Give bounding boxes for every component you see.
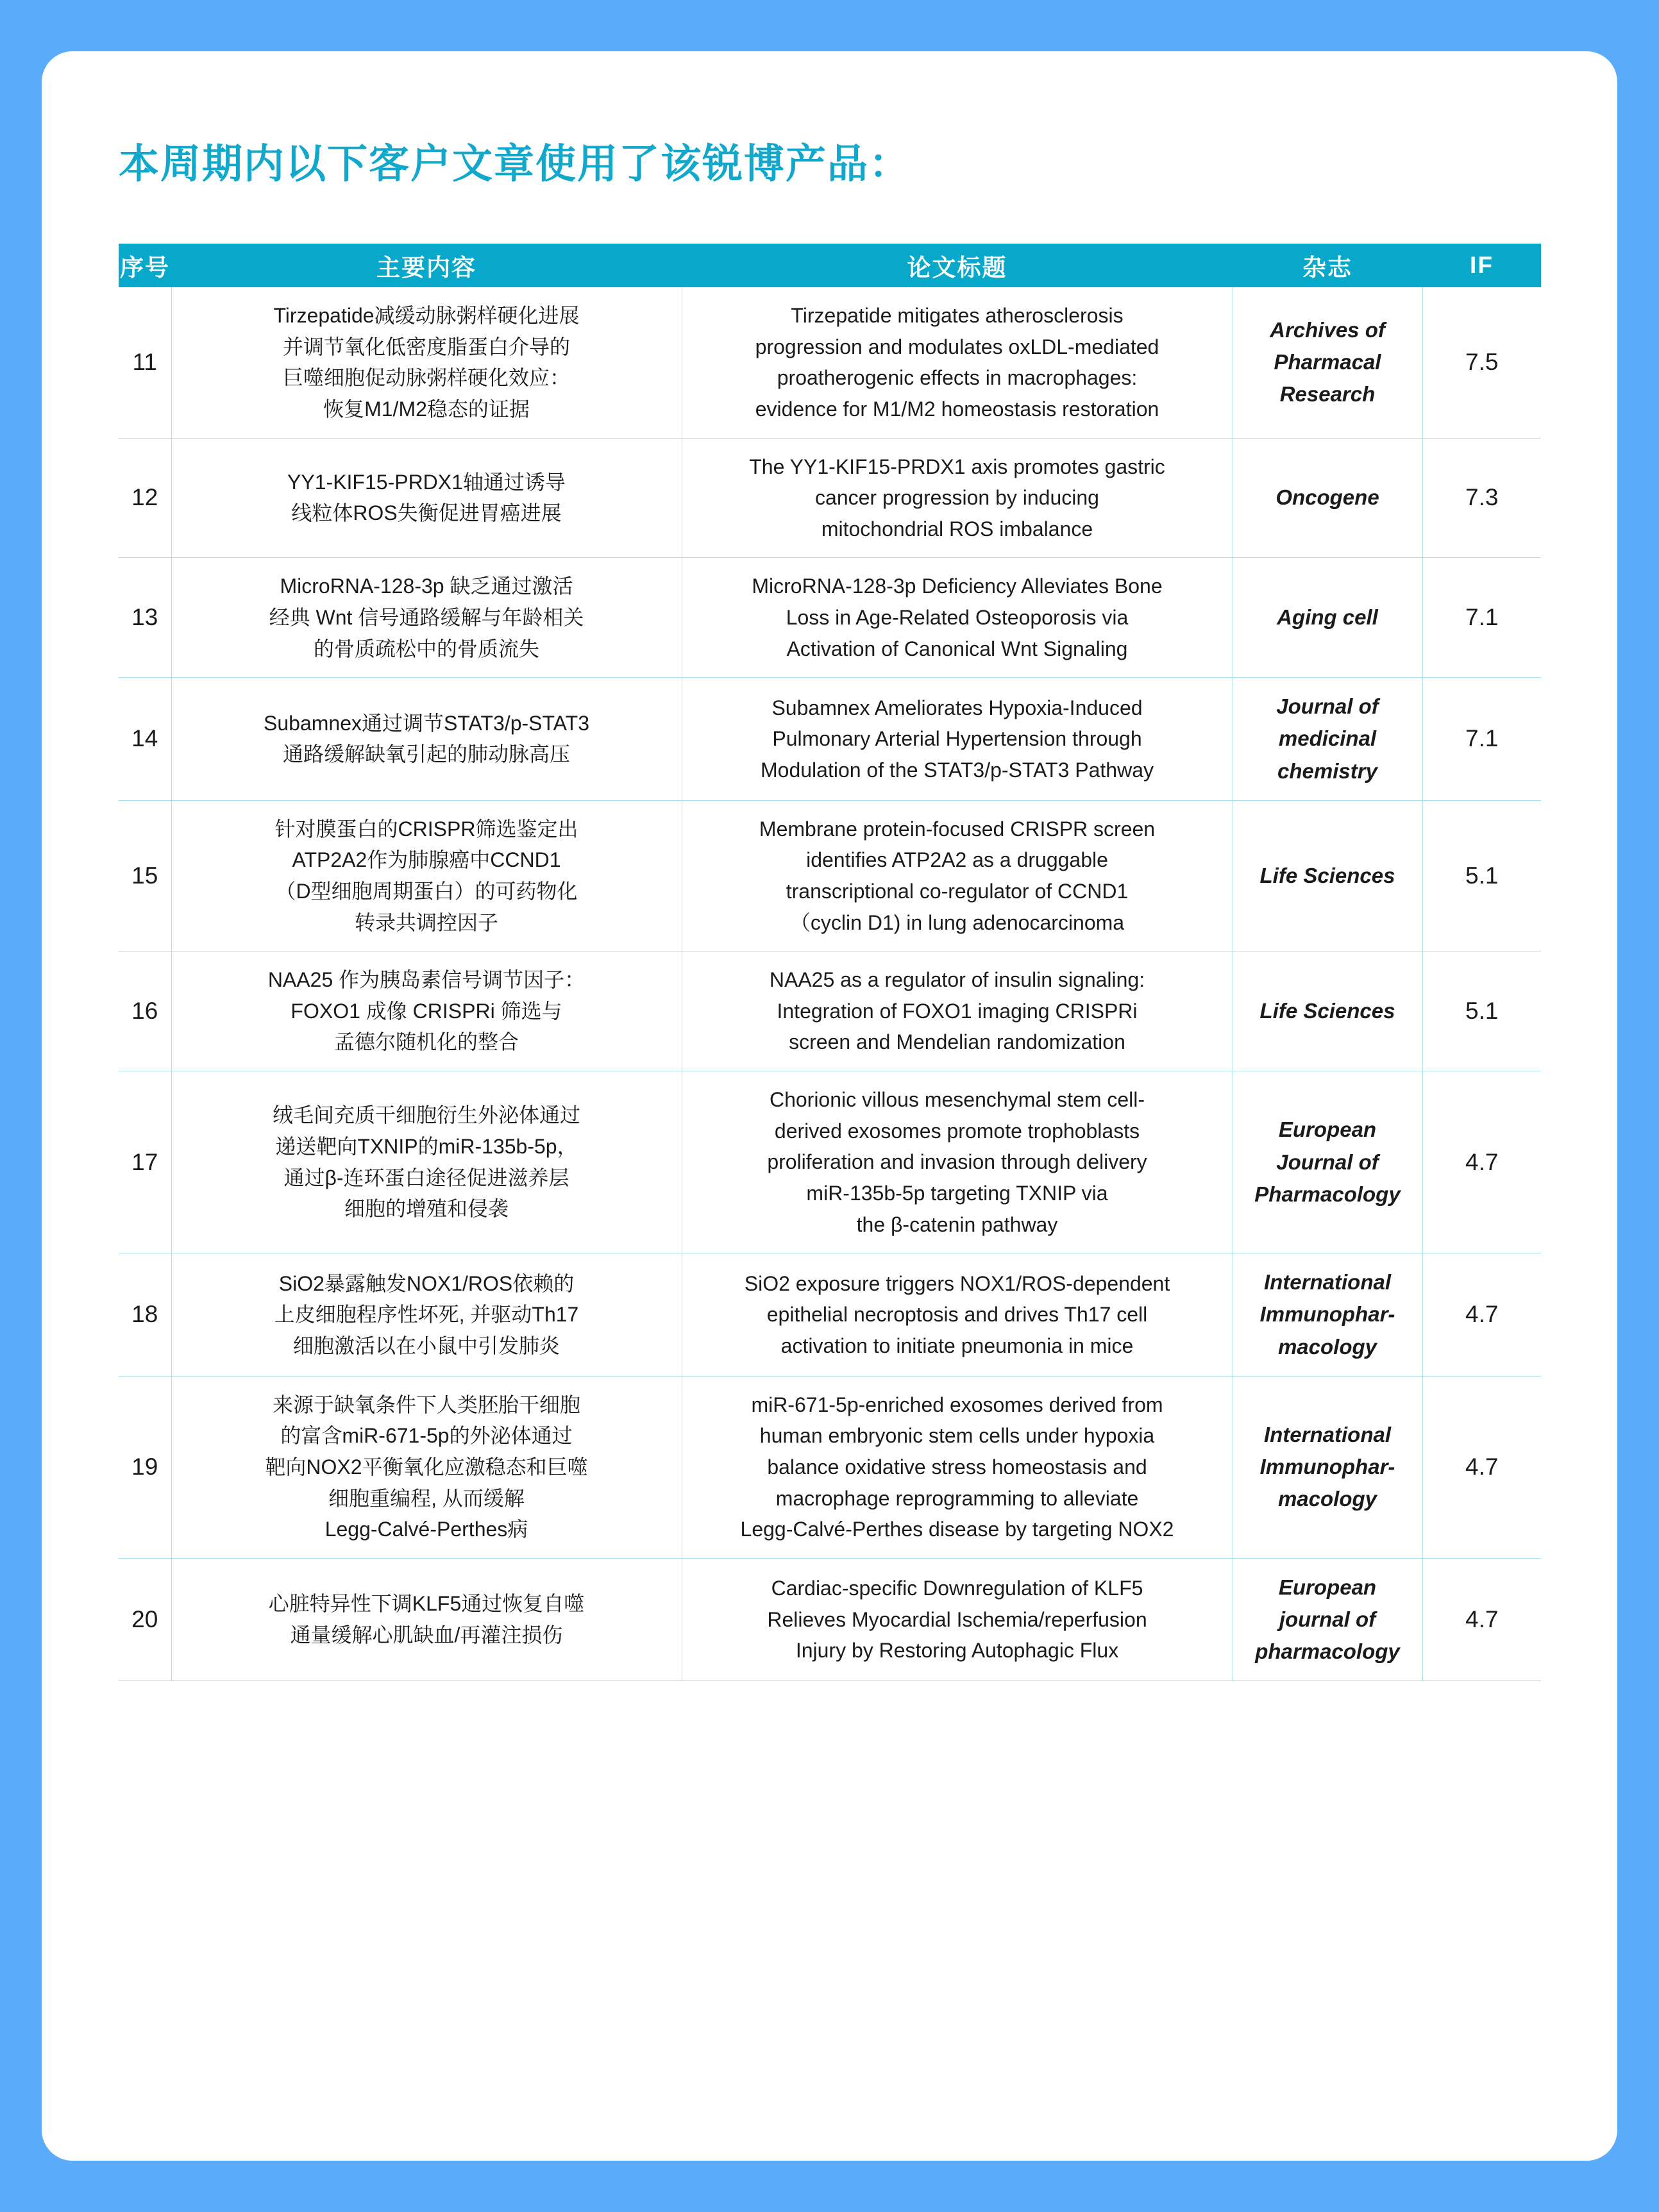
table-row (119, 1558, 1541, 1680)
cell-paper-title-line: Membrane protein-focused CRISPR screen (759, 817, 1156, 841)
cell-journal (1233, 287, 1422, 438)
cell-main-content-line: Subamnex通过调节STAT3/p-STAT3 (264, 711, 589, 735)
cell-journal (1233, 1558, 1422, 1680)
cell-no: 16 (119, 951, 171, 1071)
table-row (119, 1376, 1541, 1558)
cell-main-content-line: 针对膜蛋白的CRISPR筛选鉴定出 (274, 817, 578, 841)
table-row (119, 438, 1541, 558)
cell-paper-title-line: miR-135b-5p targeting TXNIP via (806, 1181, 1108, 1205)
cell-paper-title-line: proliferation and invasion through delivery (767, 1150, 1147, 1174)
cell-main-content-line: 巨噬细胞促动脉粥样硬化效应： (282, 366, 570, 390)
cell-paper-title-line: Injury by Restoring Autophagic Flux (795, 1639, 1119, 1663)
cell-paper-title-line: The YY1-KIF15-PRDX1 axis promotes gastric (749, 455, 1165, 478)
cell-paper-title-line: miR-671-5p-enriched exosomes derived from (751, 1393, 1163, 1416)
table-row (119, 1253, 1541, 1376)
page-title: 本周期内以下客户文章使用了该锐博产品： (119, 142, 911, 187)
cell-paper-title (682, 800, 1233, 951)
table-row (119, 287, 1541, 438)
table-row (119, 800, 1541, 951)
cell-main-content (171, 1253, 682, 1376)
cell-paper-title-line: progression and modulates oxLDL-mediated (755, 335, 1159, 358)
cell-paper-title (682, 951, 1233, 1071)
table-row (119, 558, 1541, 678)
cell-paper-title-line: Loss in Age-Related Osteoporosis via (786, 606, 1129, 629)
cell-journal-line: Life Sciences (1259, 999, 1395, 1023)
cell-paper-title-line: mitochondrial ROS imbalance (821, 517, 1093, 540)
cell-main-content (171, 1376, 682, 1558)
cell-impact-factor: 7.3 (1422, 438, 1541, 558)
cell-paper-title-line: SiO2 exposure triggers NOX1/ROS-dependent (744, 1271, 1170, 1295)
cell-main-content-line: 上皮细胞程序性坏死, 并驱动Th17 (274, 1303, 579, 1327)
cell-paper-title-line: MicroRNA-128-3p Deficiency Alleviates Bone (752, 574, 1163, 598)
cell-impact-factor: 5.1 (1422, 800, 1541, 951)
cell-main-content-line: 通过β-连环蛋白途径促进滋养层 (283, 1166, 569, 1189)
cell-journal-line: Pharmacology (1254, 1182, 1401, 1206)
cell-paper-title-line: （cyclin D1) in lung adenocarcinoma (789, 910, 1125, 934)
cell-paper-title-line: balance oxidative stress homeostasis and (767, 1455, 1147, 1479)
cell-main-content (171, 287, 682, 438)
cell-paper-title-line: screen and Mendelian randomization (789, 1030, 1125, 1054)
cell-journal-line: Archives of (1270, 318, 1385, 342)
cell-journal (1233, 438, 1422, 558)
cell-main-content-line: SiO2暴露触发NOX1/ROS依赖的 (278, 1271, 575, 1295)
cell-journal-line: International (1263, 1270, 1392, 1295)
cell-main-content-line: ATP2A2作为肺腺癌中CCND1 (292, 848, 561, 872)
column-header-title: 论文标题 (682, 244, 1233, 287)
cell-main-content (171, 951, 682, 1071)
cell-paper-title-line: Cardiac-specific Downregulation of KLF5 (771, 1577, 1143, 1600)
cell-main-content-line: 通量缓解心肌缺血/再灌注损伤 (290, 1623, 563, 1647)
cell-journal-line: Immunophar- (1259, 1455, 1395, 1479)
cell-journal-line: Life Sciences (1259, 863, 1395, 887)
cell-main-content-line: 细胞激活以在小鼠中引发肺炎 (292, 1334, 560, 1357)
cell-journal (1233, 1071, 1422, 1253)
cell-impact-factor: 5.1 (1422, 951, 1541, 1071)
cell-journal-line: Journal of (1276, 1150, 1379, 1174)
cell-impact-factor: 4.7 (1422, 1071, 1541, 1253)
cell-main-content (171, 800, 682, 951)
cell-main-content (171, 678, 682, 800)
cell-main-content-line: 的骨质疏松中的骨质流失 (313, 637, 539, 660)
cell-journal-line: chemistry (1277, 758, 1377, 783)
cell-main-content-line: 恢复M1/M2稳态的证据 (323, 397, 530, 421)
cell-main-content-line: MicroRNA-128-3p 缺乏通过激活 (280, 574, 573, 598)
cell-paper-title-line: activation to initiate pneumonia in mice (780, 1334, 1134, 1357)
cell-journal (1233, 800, 1422, 951)
cell-journal (1233, 1376, 1422, 1558)
cell-paper-title-line: derived exosomes promote trophoblasts (774, 1119, 1140, 1143)
cell-paper-title (682, 1253, 1233, 1376)
cell-paper-title (682, 1558, 1233, 1680)
cell-journal-line: macology (1277, 1334, 1377, 1359)
cell-main-content-line: FOXO1 成像 CRISPRi 筛选与 (291, 999, 562, 1023)
cell-paper-title-line: transcriptional co-regulator of CCND1 (786, 879, 1129, 903)
cell-main-content (171, 438, 682, 558)
cell-no: 12 (119, 438, 171, 558)
cell-main-content-line: 孟德尔随机化的整合 (333, 1030, 519, 1054)
cell-paper-title-line: evidence for M1/M2 homeostasis restoration (755, 397, 1159, 421)
cell-main-content-line: 的富含miR-671-5p的外泌体通过 (280, 1424, 573, 1448)
cell-paper-title-line: human embryonic stem cells under hypoxia (759, 1424, 1155, 1448)
cell-main-content-line: 来源于缺氧条件下人类胚胎干细胞 (272, 1393, 580, 1416)
cell-paper-title (682, 438, 1233, 558)
cell-paper-title-line: epithelial necroptosis and drives Th17 cell (766, 1303, 1148, 1327)
cell-paper-title (682, 1071, 1233, 1253)
column-header-no: 序号 (119, 244, 171, 287)
cell-main-content-line: Legg-Calvé-Perthes病 (324, 1518, 528, 1541)
table-row (119, 951, 1541, 1071)
cell-paper-title-line: Tirzepatide mitigates atherosclerosis (791, 304, 1124, 327)
cell-paper-title-line: NAA25 as a regulator of insulin signaling: (769, 968, 1145, 992)
publications-table (119, 244, 1541, 1681)
cell-paper-title-line: Subamnex Ameliorates Hypoxia-Induced (771, 696, 1143, 719)
cell-journal (1233, 678, 1422, 800)
cell-main-content-line: 细胞的增殖和侵袭 (344, 1197, 509, 1221)
cell-main-content-line: 通路缓解缺氧引起的肺动脉高压 (282, 742, 570, 766)
cell-journal-line: Immunophar- (1259, 1302, 1395, 1327)
cell-journal-line: medicinal (1278, 726, 1377, 751)
cell-main-content-line: 线粒体ROS失衡促进胃癌进展 (291, 501, 562, 525)
cell-paper-title (682, 558, 1233, 678)
cell-paper-title-line: the β-catenin pathway (856, 1212, 1058, 1236)
cell-paper-title-line: proatherogenic effects in macrophages: (777, 366, 1138, 390)
cell-no: 11 (119, 287, 171, 438)
cell-no: 18 (119, 1253, 171, 1376)
cell-main-content-line: 心脏特异性下调KLF5通过恢复自噬 (268, 1592, 585, 1616)
cell-paper-title-line: Activation of Canonical Wnt Signaling (786, 637, 1128, 660)
cell-impact-factor: 4.7 (1422, 1558, 1541, 1680)
cell-main-content-line: 细胞重编程, 从而缓解 (328, 1486, 525, 1510)
cell-no: 14 (119, 678, 171, 800)
cell-paper-title-line: macrophage reprogramming to alleviate (775, 1486, 1139, 1510)
column-header-journal: 杂志 (1233, 244, 1422, 287)
cell-main-content-line: 靶向NOX2平衡氧化应激稳态和巨噬 (265, 1455, 588, 1479)
table-row (119, 1071, 1541, 1253)
column-header-main: 主要内容 (171, 244, 682, 287)
cell-paper-title-line: Chorionic villous mesenchymal stem cell- (769, 1088, 1145, 1112)
cell-impact-factor: 7.1 (1422, 558, 1541, 678)
cell-paper-title-line: Integration of FOXO1 imaging CRISPRi (777, 999, 1138, 1023)
cell-main-content (171, 558, 682, 678)
cell-impact-factor: 4.7 (1422, 1253, 1541, 1376)
cell-paper-title (682, 678, 1233, 800)
cell-main-content-line: 递送靶向TXNIP的miR-135b-5p， (275, 1135, 578, 1159)
cell-journal-line: journal of (1279, 1607, 1376, 1631)
cell-main-content-line: 转录共调控因子 (354, 910, 498, 934)
cell-main-content-line: 经典 Wnt 信号通路缓解与年龄相关 (269, 606, 584, 629)
cell-journal-line: Aging cell (1277, 605, 1378, 630)
cell-main-content-line: 绒毛间充质干细胞衍生外泌体通过 (272, 1103, 580, 1127)
column-header-if: IF (1422, 244, 1541, 287)
cell-journal-line: European (1278, 1118, 1377, 1142)
cell-paper-title (682, 287, 1233, 438)
table-header-row (119, 244, 1541, 287)
cell-paper-title-line: Relieves Myocardial Ischemia/reperfusion (767, 1607, 1147, 1631)
cell-journal-line: Pharmacal (1274, 350, 1381, 374)
cell-paper-title-line: identifies ATP2A2 as a druggable (806, 848, 1108, 872)
cell-journal-line: International (1263, 1423, 1392, 1447)
table-row (119, 678, 1541, 800)
cell-no: 13 (119, 558, 171, 678)
cell-main-content-line: NAA25 作为胰岛素信号调节因子： (267, 968, 585, 992)
cell-journal (1233, 951, 1422, 1071)
cell-main-content-line: YY1-KIF15-PRDX1轴通过诱导 (287, 470, 566, 494)
cell-journal-line: Journal of (1276, 694, 1379, 719)
cell-journal-line: Research (1279, 382, 1376, 406)
cell-no: 17 (119, 1071, 171, 1253)
cell-no: 20 (119, 1558, 171, 1680)
cell-impact-factor: 7.1 (1422, 678, 1541, 800)
publications-table-wrapper (119, 244, 1541, 1681)
table-body (119, 287, 1541, 1681)
cell-journal-line: macology (1277, 1487, 1377, 1511)
cell-main-content-line: 并调节氧化低密度脂蛋白介导的 (282, 335, 570, 358)
cell-journal-line: pharmacology (1255, 1639, 1400, 1664)
cell-journal-line: European (1278, 1575, 1377, 1599)
cell-journal (1233, 1253, 1422, 1376)
cell-main-content (171, 1071, 682, 1253)
cell-paper-title-line: Modulation of the STAT3/p-STAT3 Pathway (760, 758, 1154, 782)
table-header (119, 244, 1541, 287)
cell-impact-factor: 7.5 (1422, 287, 1541, 438)
cell-paper-title-line: cancer progression by inducing (815, 486, 1099, 510)
cell-no: 15 (119, 800, 171, 951)
cell-paper-title (682, 1376, 1233, 1558)
cell-main-content (171, 1558, 682, 1680)
cell-no: 19 (119, 1376, 171, 1558)
content-card (42, 51, 1617, 2161)
cell-journal-line: Oncogene (1276, 485, 1379, 510)
cell-paper-title-line: Pulmonary Arterial Hypertension through (772, 727, 1142, 751)
cell-impact-factor: 4.7 (1422, 1376, 1541, 1558)
cell-main-content-line: Tirzepatide减缓动脉粥样硬化进展 (273, 304, 580, 327)
cell-journal (1233, 558, 1422, 678)
cell-paper-title-line: Legg-Calvé-Perthes disease by targeting NOX2 (740, 1518, 1174, 1541)
cell-main-content-line: （D型细胞周期蛋白）的可药物化 (275, 879, 578, 903)
